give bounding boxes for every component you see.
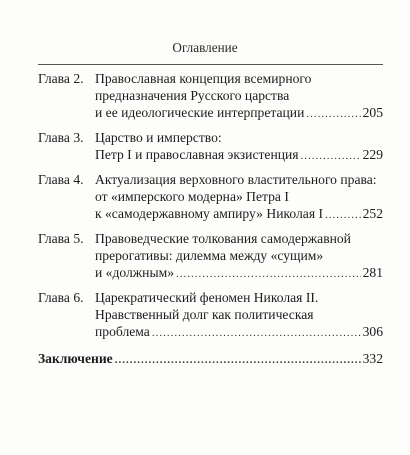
running-head: Оглавление bbox=[172, 40, 238, 55]
page-number: 252 bbox=[362, 206, 383, 221]
chapter-number: Глава 4. bbox=[38, 172, 84, 187]
chapter-title-line: Актуализация верховного властительного права: bbox=[95, 172, 377, 187]
dot-leader bbox=[306, 106, 360, 123]
chapter-title-line: Царство и имперство: bbox=[95, 130, 222, 145]
chapter-title-line: Петр I и православная экзистенция bbox=[95, 147, 299, 162]
page-number: 205 bbox=[362, 105, 383, 120]
chapter-number: Глава 2. bbox=[38, 71, 84, 86]
dot-leader bbox=[325, 207, 361, 224]
conclusion-title: Заключение bbox=[38, 351, 113, 366]
chapter-number: Глава 3. bbox=[38, 130, 84, 145]
page-number: 332 bbox=[362, 351, 383, 366]
toc-entry-chapter-5[interactable] bbox=[38, 230, 383, 283]
table-of-contents bbox=[38, 68, 383, 369]
toc-entry-chapter-3[interactable] bbox=[38, 129, 383, 165]
page-number: 306 bbox=[362, 324, 383, 339]
dot-leader bbox=[176, 266, 361, 283]
chapter-title-line: проблема bbox=[95, 324, 150, 339]
page-number: 281 bbox=[362, 265, 383, 280]
chapter-title-line: от «имперского модерна» Петра I bbox=[95, 189, 289, 204]
chapter-title-line: и «должным» bbox=[95, 265, 174, 280]
chapter-title-line: к «самодержавному ампиру» Николая I bbox=[95, 206, 323, 221]
chapter-title-line: предназначения Русского царства bbox=[95, 88, 290, 103]
chapter-title-line: Нравственный долг как политическая bbox=[95, 307, 314, 322]
dot-leader bbox=[152, 325, 361, 342]
dot-leader bbox=[301, 148, 361, 165]
chapter-title-line: Правоведческие толкования самодержавной bbox=[95, 231, 351, 246]
header-rule bbox=[38, 64, 383, 65]
page-number: 229 bbox=[362, 147, 383, 162]
chapter-number: Глава 6. bbox=[38, 290, 84, 305]
chapter-title-line: прерогативы: дилемма между «сущим» bbox=[95, 248, 324, 263]
chapter-title-line: и ее идеологические интерпретации bbox=[95, 105, 305, 120]
toc-entry-conclusion[interactable] bbox=[38, 350, 383, 369]
toc-entry-chapter-6[interactable] bbox=[38, 289, 383, 342]
toc-entry-chapter-2[interactable] bbox=[38, 70, 383, 123]
chapter-title-line: Царекратический феномен Николая II. bbox=[95, 290, 319, 305]
chapter-title-line: Православная концепция всемирного bbox=[95, 71, 312, 86]
dot-leader bbox=[115, 352, 361, 369]
chapter-number: Глава 5. bbox=[38, 231, 84, 246]
toc-entry-chapter-4[interactable] bbox=[38, 171, 383, 224]
